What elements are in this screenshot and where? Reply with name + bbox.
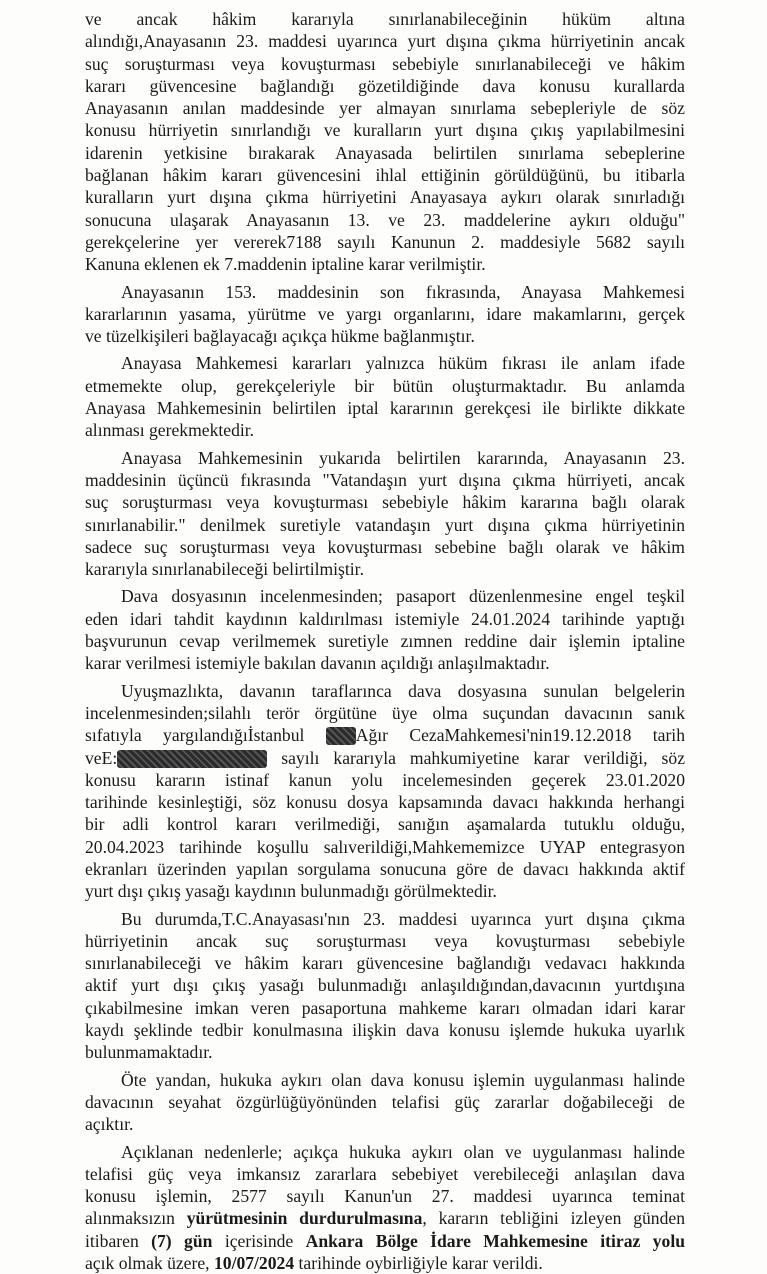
text-line: suç soruşturması veya kovuşturması sebebiyle hâkim kararına bağlı olarak bbox=[85, 492, 685, 513]
text-line: etmemekte olup, gerekçeleriyle bir bütün oluşturmaktadır. Bu anlamda bbox=[85, 375, 685, 396]
text-line: sadece suç soruşturması veya kovuşturması sebebine bağlı olarak ve hâkim bbox=[85, 536, 685, 557]
text-line: alınması gerekmektedir. bbox=[85, 420, 255, 441]
text-line: idarenin yetkisine bırakarak Anayasada belirtilen sınırlama sebeplerine bbox=[85, 142, 685, 163]
text-line: Uyuşmazlıkta, davanın taraflarınca dava dosyasına sunulan belgelerin bbox=[121, 680, 685, 701]
text-line-with-redaction: sıfatıyla yargılandığıİstanbul Ağır CezaMahkemesi'nin19.12.2018 tarih bbox=[85, 725, 685, 746]
paragraph-constitution-court-reasoning bbox=[85, 8, 685, 276]
text-line: konusu kararın istinaf kanun yolu incelemesinden geçerek 23.01.2020 bbox=[85, 769, 685, 790]
text-line: bağlanan hâkim kararı güvencesini ihlal ettiğinin görüldüğünü, bu itibarla bbox=[85, 165, 685, 186]
paragraph-dispute bbox=[85, 680, 685, 903]
text-line: ve ancak hâkim kararıyla sınırlanabileceğinin hüküm altına bbox=[85, 9, 685, 29]
text-line: Anayasa Mahkemesinin belirtilen iptal kararının gerekçesi ile birlikte dikkate bbox=[85, 398, 685, 419]
text-line: konusu işlemin, 2577 sayılı Kanun'un 27. maddesi uyarınca teminat bbox=[85, 1186, 685, 1207]
text-line: çıkabilmesine imkan veren pasaportuna mahkeme kararı olmadan idari karar bbox=[85, 997, 685, 1018]
stay-of-execution-bold: yürütmesinin durdurulmasına bbox=[186, 1208, 423, 1229]
paragraph-court-decisions bbox=[85, 352, 685, 441]
text-line: kararı güvencesine bağlandığı gözetildiğinde dava konusu kurallarda bbox=[85, 75, 685, 96]
text-line: kararıyla sınırlanabileceği belirtilmiştir. bbox=[85, 559, 364, 580]
text-line: maddesinin üçüncü fıkrasında "Vatandaşın yurt dışına çıkma hürriyeti, ancak bbox=[85, 469, 685, 490]
text-line: sınırlanabileceği ve hâkim kararı güvencesine bağlandığı vedavacı hakkında bbox=[85, 953, 685, 974]
text-line: konusu hürriyetin sınırlandığı ve kuralların yurt dışına çıkış yapılabilmesini bbox=[85, 120, 685, 141]
text-line: Öte yandan, hukuka aykırı olan dava konusu işlemin uygulanması halinde bbox=[121, 1069, 685, 1090]
text-line: Anayasanın anılan maddesinde yer almayan sınırlama sebepleriyle de söz bbox=[85, 98, 685, 119]
deadline-bold: (7) gün bbox=[151, 1230, 213, 1251]
text-line: hürriyetinin ancak suç soruşturması veya kovuşturması sebebiyle bbox=[85, 930, 685, 951]
text-line: alınmaksızın yürütmesinin durdurulmasına, kararın tebliğini izleyen günden bbox=[85, 1208, 685, 1229]
text-line: Anayasa Mahkemesi kararları yalnızca hüküm fıkrası ile anlam ifade bbox=[121, 353, 685, 374]
text-line: davacının seyahat özgürlüğüyönünden telafisi güç zararlar doğabileceği de bbox=[85, 1091, 685, 1112]
paragraph-article-23 bbox=[85, 447, 685, 581]
text-line: ekranları üzerinden yapılan sorgulama sonucuna göre de davacı hakkında aktif bbox=[85, 858, 685, 879]
paragraph-case-file bbox=[85, 585, 685, 674]
text-line: tarihinde kesinleştiği, söz konusu dosya kapsamında davacı hakkında herhangi bbox=[85, 792, 685, 813]
text-line: Anayasa Mahkemesinin yukarıda belirtilen kararında, Anayasanın 23. bbox=[121, 447, 685, 468]
text-line: karar verilmesi istemiyle bakılan davanın açıldığı anlaşılmaktadır. bbox=[85, 653, 550, 674]
text-line: ve tüzelkişileri bağlayacağı açıkça hükme bağlanmıştır. bbox=[85, 326, 475, 347]
text-line: eden idari tahdit kaydının kaldırılması istemiyle 24.01.2024 tarihinde yaptığı bbox=[85, 608, 685, 629]
text-line: başvurunun cevap verilmemek suretiyle zımnen reddine dair işlemin iptaline bbox=[85, 631, 685, 652]
text-line: Dava dosyasının incelenmesinden; pasaport düzenlenmesine engel teşkil bbox=[121, 586, 685, 607]
text-line-with-redaction: veE: sayılı kararıyla mahkumiyetine karar verildiği, söz bbox=[85, 747, 685, 768]
text-line: kuralların yurt dışına çıkma hürriyetini Anayasaya aykırı olarak sınırladığı bbox=[85, 187, 685, 208]
paragraph-ruling bbox=[85, 1141, 685, 1274]
paragraph-irreparable-harm bbox=[85, 1069, 685, 1136]
text-line: açıktır. bbox=[85, 1114, 134, 1135]
text-line: suç soruşturması veya kovuşturması sebebiyle sınırlanabileceği ve hâkim bbox=[85, 53, 685, 74]
text-line: bulunmamaktadır. bbox=[85, 1042, 213, 1063]
text-line: kararlarının yasama, yürütme ve yargı organlarını, idare makamlarını, gerçek bbox=[85, 303, 685, 324]
text-line: gerekçelerine yer vererek7188 sayılı Kanunun 2. maddesiyle 5682 sayılı bbox=[85, 231, 685, 252]
text-line: itibaren (7) gün içerisinde Ankara Bölge İdare Mahkemesine itiraz yolu bbox=[85, 1230, 685, 1251]
redacted-case-number bbox=[117, 750, 267, 768]
text-line: Kanuna eklenen ek 7.maddenin iptaline karar verilmiştir. bbox=[85, 254, 486, 275]
decision-date-bold: 10/07/2024 bbox=[213, 1253, 295, 1274]
paragraph-conclusion-analysis bbox=[85, 908, 685, 1064]
text-line: aktif yurt dışı çıkış yasağı bulunmadığı anlaşıldığından,davacının yurtdışına bbox=[85, 975, 685, 996]
text-line: Açıklanan nedenlerle; açıkça hukuka aykırı olan ve uygulanması halinde bbox=[121, 1141, 685, 1162]
text-line: Anayasanın 153. maddesinin son fıkrasında, Anayasa Mahkemesi bbox=[121, 281, 685, 302]
appeal-court-bold: Ankara Bölge İdare Mahkemesine itiraz yolu bbox=[305, 1230, 685, 1251]
paragraph-article-153 bbox=[85, 281, 685, 348]
text-line: yurt dışı çıkış yasağı kaydının bulunmadığı görülmektedir. bbox=[85, 881, 497, 902]
text-line: telafisi güç veya imkansız zararlara sebebiyet verebileceği anlaşılan dava bbox=[85, 1163, 685, 1184]
text-line: sınırlanabilir." denilmek suretiyle vatandaşın yurt dışına çıkma hürriyetinin bbox=[85, 514, 685, 535]
text-line: 20.04.2023 tarihinde koşullu salıverildiği,Mahkememizce UYAP entegrasyon bbox=[85, 836, 685, 857]
text-line: Bu durumda,T.C.Anayasası'nın 23. maddesi uyarınca yurt dışına çıkma bbox=[121, 908, 685, 929]
text-line: alındığı,Anayasanın 23. maddesi uyarınca yurt dışına çıkma hürriyetinin ancak bbox=[85, 31, 685, 52]
text-line: açık olmak üzere, 10/07/2024 tarihinde oybirliğiyle karar verildi. bbox=[85, 1253, 543, 1274]
text-line: incelenmesinden;silahlı terör örgütüne üye olma suçundan davacının sanık bbox=[85, 702, 685, 723]
text-line: bir adli kontrol kararı verilmediği, sanığın aşamalarda tutuklu olduğu, bbox=[85, 814, 685, 835]
text-line: sonucuna ulaşarak Anayasanın 13. ve 23. maddelerine aykırı olduğu" bbox=[85, 209, 685, 230]
redacted-court-number bbox=[326, 727, 356, 745]
text-line: kaydı şeklinde tedbir konulmasına ilişkin dava konusu işlemde hukuka uyarlık bbox=[85, 1020, 685, 1041]
